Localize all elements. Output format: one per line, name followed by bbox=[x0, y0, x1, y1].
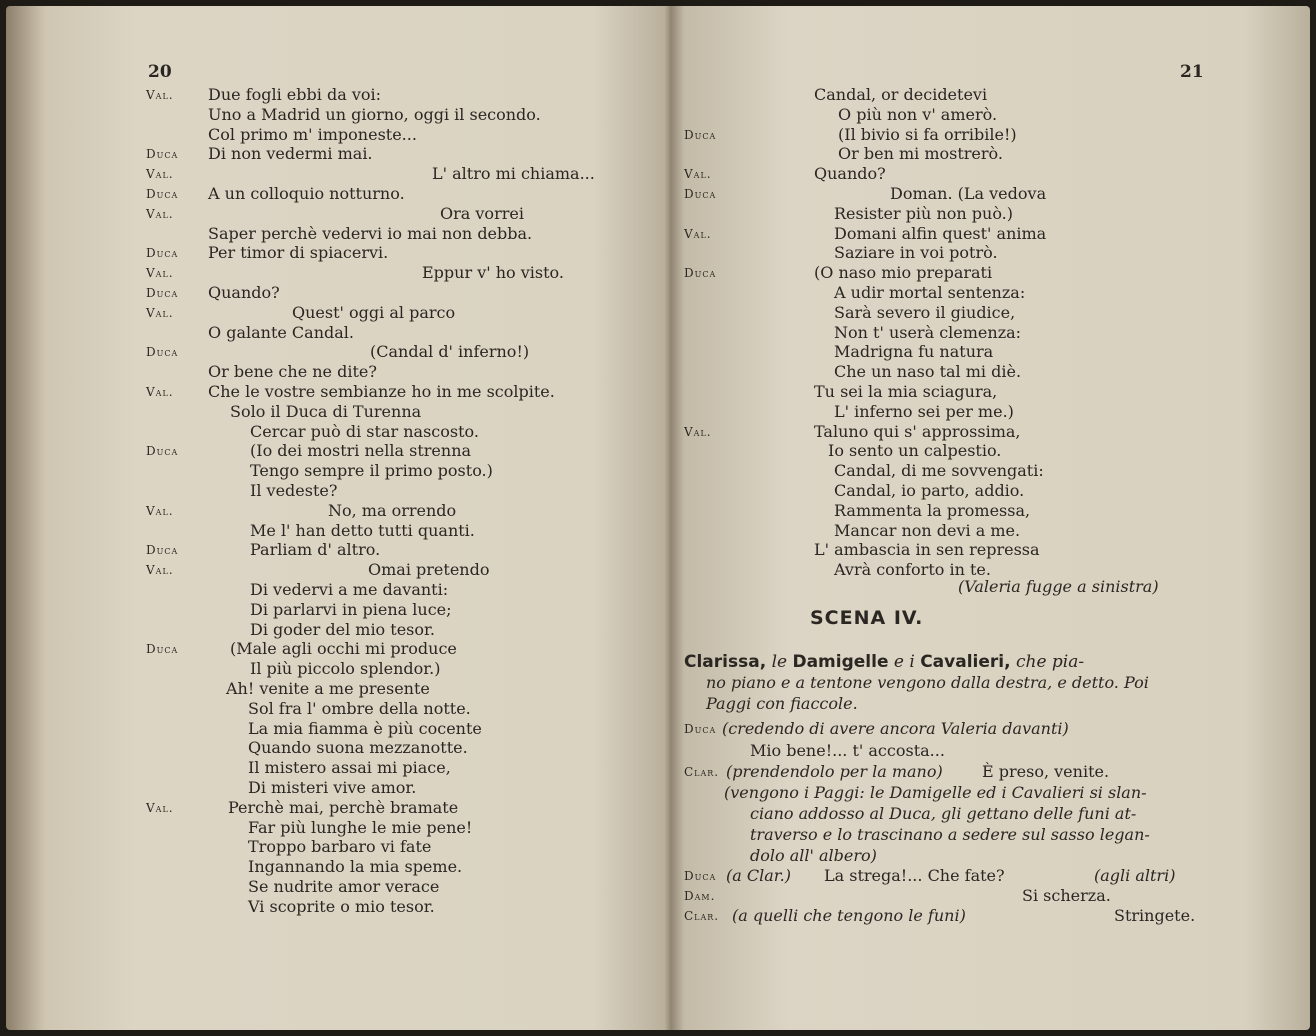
verse-line: Doman. (La vedova bbox=[890, 184, 1047, 203]
speaker-val: Val. bbox=[146, 385, 174, 399]
stage-direction: (a quelli che tengono le funi) bbox=[732, 906, 966, 925]
verse-line: L' altro mi chiama... bbox=[432, 164, 595, 184]
verse-line: Parliam d' altro. bbox=[250, 540, 381, 560]
verse-line: Che le vostre sembianze ho in me scolpite. bbox=[208, 382, 555, 401]
speaker-duca: Duca bbox=[146, 444, 179, 459]
stage-direction-line: (vengono i Paggi: le Damigelle ed i Cavalieri si slan- bbox=[724, 783, 1147, 802]
speaker-val: Val. bbox=[684, 424, 712, 439]
verse-line: L' ambascia in sen repressa bbox=[814, 540, 1040, 560]
verse-line: Me l' han detto tutti quanti. bbox=[250, 520, 475, 540]
verse-line: Col primo m' imponeste... bbox=[208, 124, 417, 144]
verse-line: (Il bivio si fa orribile!) bbox=[838, 124, 1017, 144]
speaker-duca: Duca bbox=[146, 147, 179, 162]
verse-line: Rammenta la promessa, bbox=[834, 500, 1031, 520]
verse-line: Solo il Duca di Turenna bbox=[230, 401, 422, 421]
stage-direction: (credendo di avere ancora Valeria davanti) bbox=[722, 719, 1069, 738]
page-number-right: 21 bbox=[1180, 62, 1204, 82]
stage-direction-line: traverso e lo trascinano a sedere sul sasso legan- bbox=[750, 825, 1150, 844]
verse-line: Di misteri vive amor. bbox=[248, 778, 417, 797]
verse-line: Ora vorrei bbox=[440, 203, 524, 223]
speaker-val: Val. bbox=[146, 305, 174, 320]
verse-line: Domani alfin quest' anima bbox=[834, 223, 1047, 243]
dialogue-line: La strega!... Che fate? bbox=[824, 866, 1005, 885]
verse-line: Candal, io parto, addio. bbox=[834, 481, 1025, 500]
speaker-val: Val. bbox=[146, 167, 174, 182]
verse-line: Saper perchè vedervi io mai non debba. bbox=[208, 223, 533, 243]
speaker-val: Val. bbox=[146, 563, 174, 578]
verse-line: Il vedeste? bbox=[250, 481, 338, 500]
speaker-duca: Duca bbox=[146, 642, 179, 657]
speaker-val: Val. bbox=[146, 88, 174, 102]
speaker-val: Val. bbox=[146, 266, 174, 281]
speaker-val: Val. bbox=[146, 503, 174, 518]
verse-line: Far più lunghe le mie pene! bbox=[248, 817, 473, 837]
dialogue-line: È preso, venite. bbox=[982, 762, 1110, 781]
verse-line: Or bene che ne dite? bbox=[208, 362, 377, 382]
verse-line: Di vedervi a me davanti: bbox=[250, 580, 449, 599]
verse-line: Ingannando la mia speme. bbox=[248, 857, 463, 877]
scene-desc-e: e i bbox=[893, 652, 915, 672]
verse-line: Quando suona mezzanotte. bbox=[248, 738, 468, 758]
verse-line: Tengo sempre il primo posto.) bbox=[250, 461, 493, 481]
character-cavalieri: Cavalieri, bbox=[920, 652, 1011, 672]
speaker-duca: Duca bbox=[146, 286, 179, 300]
verse-line: A un colloquio notturno. bbox=[208, 184, 405, 203]
verse-line: Avrà conforto in te. bbox=[834, 560, 991, 580]
verse-line: Madrigna fu natura bbox=[834, 342, 994, 362]
speaker-val: Val. bbox=[684, 167, 712, 182]
scene-desc-le: le bbox=[771, 652, 788, 672]
verse-line: Di parlarvi in piena luce; bbox=[250, 599, 452, 619]
verse-line: Resister più non può.) bbox=[834, 203, 1013, 223]
speaker-dam: Dam. bbox=[684, 889, 716, 903]
speaker-duca: Duca bbox=[684, 722, 717, 736]
verse-line: Quest' oggi al parco bbox=[292, 302, 456, 322]
stage-direction: (agli altri) bbox=[1094, 866, 1176, 885]
scene-description-line-2: no piano e a tentone vengono dalla destra, e detto. Poi bbox=[706, 673, 1149, 692]
dialogue-line: Mio bene!... t' accosta... bbox=[750, 741, 945, 760]
speaker-duca: Duca bbox=[684, 187, 717, 201]
stage-direction-exit: (Valeria fugge a sinistra) bbox=[958, 577, 1159, 596]
speaker-duca: Duca bbox=[684, 266, 717, 281]
verse-line: Omai pretendo bbox=[368, 560, 490, 580]
scene-desc-rest: che pia- bbox=[1015, 652, 1085, 672]
verse-line: Eppur v' ho visto. bbox=[422, 263, 564, 283]
verse-line: No, ma orrendo bbox=[328, 500, 457, 520]
verse-line: (O naso mio preparati bbox=[814, 263, 993, 283]
left-page bbox=[6, 6, 666, 1030]
speaker-clar: Clar. bbox=[684, 909, 720, 923]
verse-line: Cercar può di star nascosto. bbox=[250, 421, 479, 441]
verse-line: (Io dei mostri nella strenna bbox=[250, 441, 472, 461]
verse-line: O galante Candal. bbox=[208, 322, 354, 342]
stage-direction: (prendendolo per la mano) bbox=[726, 762, 943, 781]
verse-line: Or ben mi mostrerò. bbox=[838, 144, 1003, 164]
stage-direction-line: dolo all' albero) bbox=[750, 846, 877, 865]
verse-line: (Male agli occhi mi produce bbox=[230, 639, 457, 659]
speaker-duca: Duca bbox=[146, 543, 179, 558]
verse-line: Candal, di me sovvengati: bbox=[834, 461, 1044, 481]
verse-line: Che un naso tal mi diè. bbox=[834, 362, 1022, 382]
scene-description-line-3: Paggi con fiaccole. bbox=[706, 694, 858, 713]
speaker-duca: Duca bbox=[146, 246, 179, 261]
verse-line: Mancar non devi a me. bbox=[834, 520, 1021, 540]
speaker-val: Val. bbox=[146, 206, 174, 221]
dialogue-line: Si scherza. bbox=[1022, 886, 1111, 905]
stage-direction: (a Clar.) bbox=[726, 866, 791, 885]
verse-line: Il più piccolo splendor.) bbox=[250, 659, 441, 679]
verse-line: Due fogli ebbi da voi: bbox=[208, 85, 382, 104]
verse-line: La mia fiamma è più cocente bbox=[248, 718, 482, 738]
verse-line: Per timor di spiacervi. bbox=[208, 243, 389, 263]
speaker-val: Val. bbox=[684, 226, 712, 241]
verse-line: Saziare in voi potrò. bbox=[834, 243, 998, 263]
verse-line: Se nudrite amor verace bbox=[248, 877, 440, 896]
character-clarissa: Clarissa, bbox=[684, 652, 767, 672]
dialogue-line: Stringete. bbox=[1114, 906, 1196, 925]
verse-line: Vi scoprite o mio tesor. bbox=[248, 896, 435, 916]
verse-line: A udir mortal sentenza: bbox=[834, 283, 1026, 302]
page-number-left: 20 bbox=[148, 62, 172, 82]
verse-line: O più non v' amerò. bbox=[838, 104, 998, 124]
scene-description-line-1 bbox=[684, 651, 1084, 673]
speaker-val: Val. bbox=[146, 800, 174, 815]
verse-line: Tu sei la mia sciagura, bbox=[814, 382, 998, 401]
character-damigelle: Damigelle bbox=[792, 652, 889, 672]
stage-direction-line: ciano addosso al Duca, gli gettano delle funi at- bbox=[750, 804, 1137, 823]
verse-line: Il mistero assai mi piace, bbox=[248, 758, 451, 778]
verse-line: Quando? bbox=[814, 164, 886, 184]
speaker-duca: Duca bbox=[684, 869, 717, 883]
verse-line: Troppo barbaro vi fate bbox=[248, 837, 432, 857]
verse-line: Perchè mai, perchè bramate bbox=[228, 797, 459, 817]
verse-line: L' inferno sei per me.) bbox=[834, 401, 1014, 421]
speaker-clar: Clar. bbox=[684, 765, 720, 779]
verse-line: Taluno qui s' approssima, bbox=[814, 421, 1021, 441]
book-spread bbox=[6, 6, 1310, 1030]
verse-line: Uno a Madrid un giorno, oggi il secondo. bbox=[208, 104, 541, 124]
speaker-duca: Duca bbox=[146, 345, 179, 360]
scene-title: SCENA IV. bbox=[810, 607, 924, 629]
verse-line: Non t' userà clemenza: bbox=[834, 322, 1022, 342]
verse-line: (Candal d' inferno!) bbox=[370, 342, 530, 362]
verse-line: Ah! venite a me presente bbox=[226, 679, 430, 698]
speaker-duca: Duca bbox=[146, 187, 179, 201]
speaker-duca: Duca bbox=[684, 127, 717, 142]
verse-line: Sarà severo il giudice, bbox=[834, 302, 1016, 322]
verse-line: Sol fra l' ombre della notte. bbox=[248, 698, 471, 718]
verse-line: Di goder del mio tesor. bbox=[250, 619, 435, 639]
verse-line: Di non vedermi mai. bbox=[208, 144, 373, 164]
verse-line: Io sento un calpestio. bbox=[828, 441, 1002, 461]
right-page bbox=[670, 6, 1310, 1030]
verse-line: Candal, or decidetevi bbox=[814, 85, 988, 104]
verse-line: Quando? bbox=[208, 283, 280, 302]
